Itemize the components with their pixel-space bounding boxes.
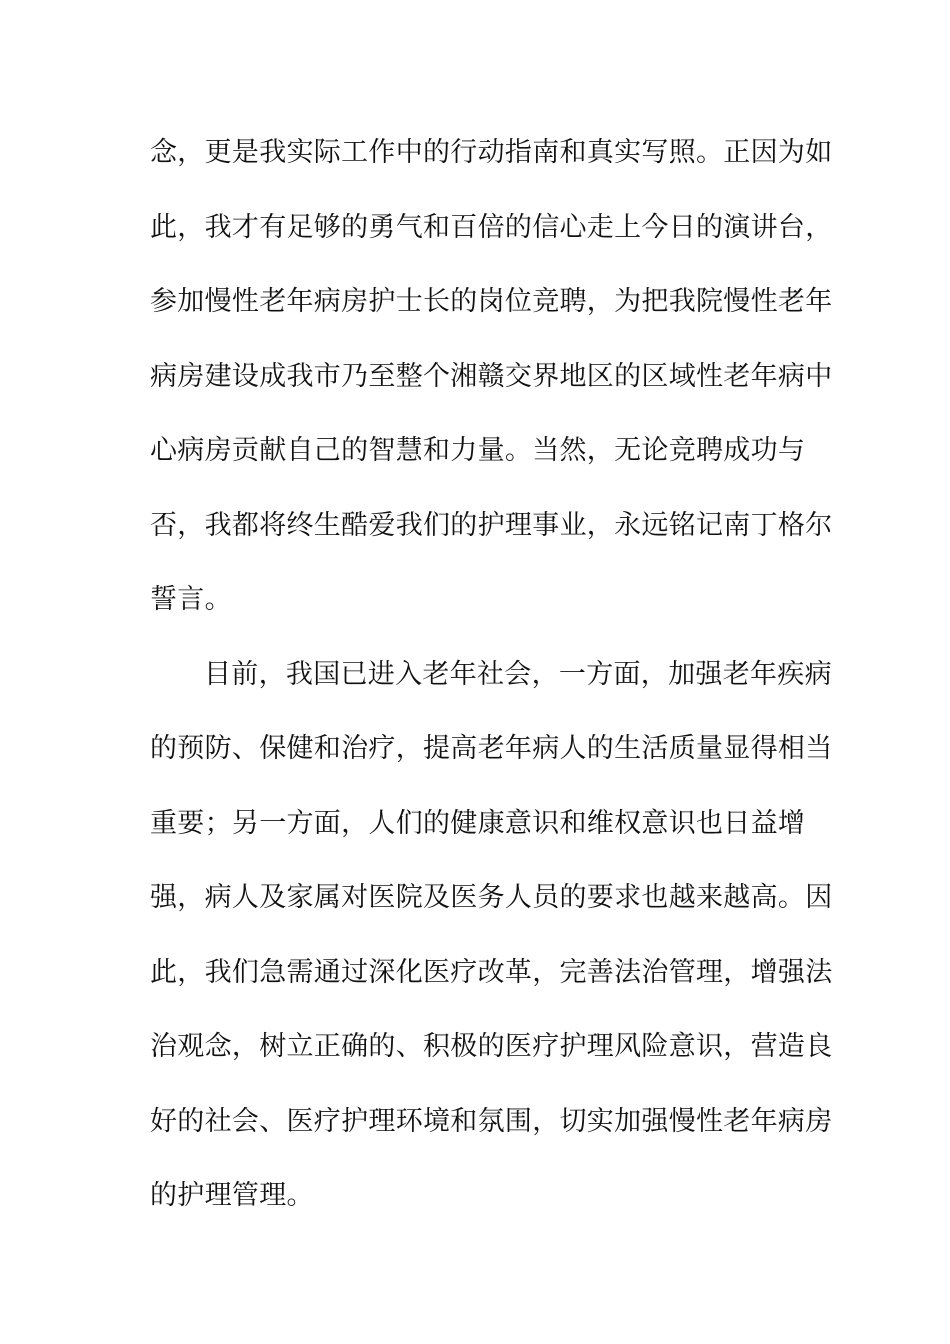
text-line-9: 的预防、保健和治疗，提高老年病人的生活质量显得相当: [150, 733, 833, 764]
paragraph-2-line-1: 目前，我国已进入老年社会，一方面，加强老年疾病: [204, 659, 832, 690]
text-line-10: 重要；另一方面，人们的健康意识和维权意识也日益增: [150, 808, 806, 839]
text-line-14: 好的社会、医疗护理环境和氛围，切实加强慢性老年病房: [150, 1106, 833, 1137]
text-line-3: 参加慢性老年病房护士长的岗位竞聘，为把我院慢性老年: [150, 286, 833, 317]
text-line-5: 心病房贡献自己的智慧和力量。当然，无论竞聘成功与: [150, 435, 806, 466]
text-line-6: 否，我都将终生酷爱我们的护理事业，永远铭记南丁格尔: [150, 510, 833, 541]
text-line-7: 誓言。: [150, 584, 232, 615]
text-line-11: 强，病人及家属对医院及医务人员的要求也越来越高。因: [150, 882, 833, 913]
text-line-15: 的护理管理。: [150, 1180, 314, 1211]
text-line-13: 治观念，树立正确的、积极的医疗护理风险意识，营造良: [150, 1031, 833, 1062]
text-line-12: 此，我们急需通过深化医疗改革，完善法治管理，增强法: [150, 957, 833, 988]
text-line-1: 念，更是我实际工作中的行动指南和真实写照。正因为如: [150, 137, 833, 168]
text-line-4: 病房建设成我市乃至整个湘赣交界地区的区域性老年病中: [150, 361, 833, 392]
text-line-2: 此，我才有足够的勇气和百倍的信心走上今日的演讲台，: [150, 212, 833, 243]
